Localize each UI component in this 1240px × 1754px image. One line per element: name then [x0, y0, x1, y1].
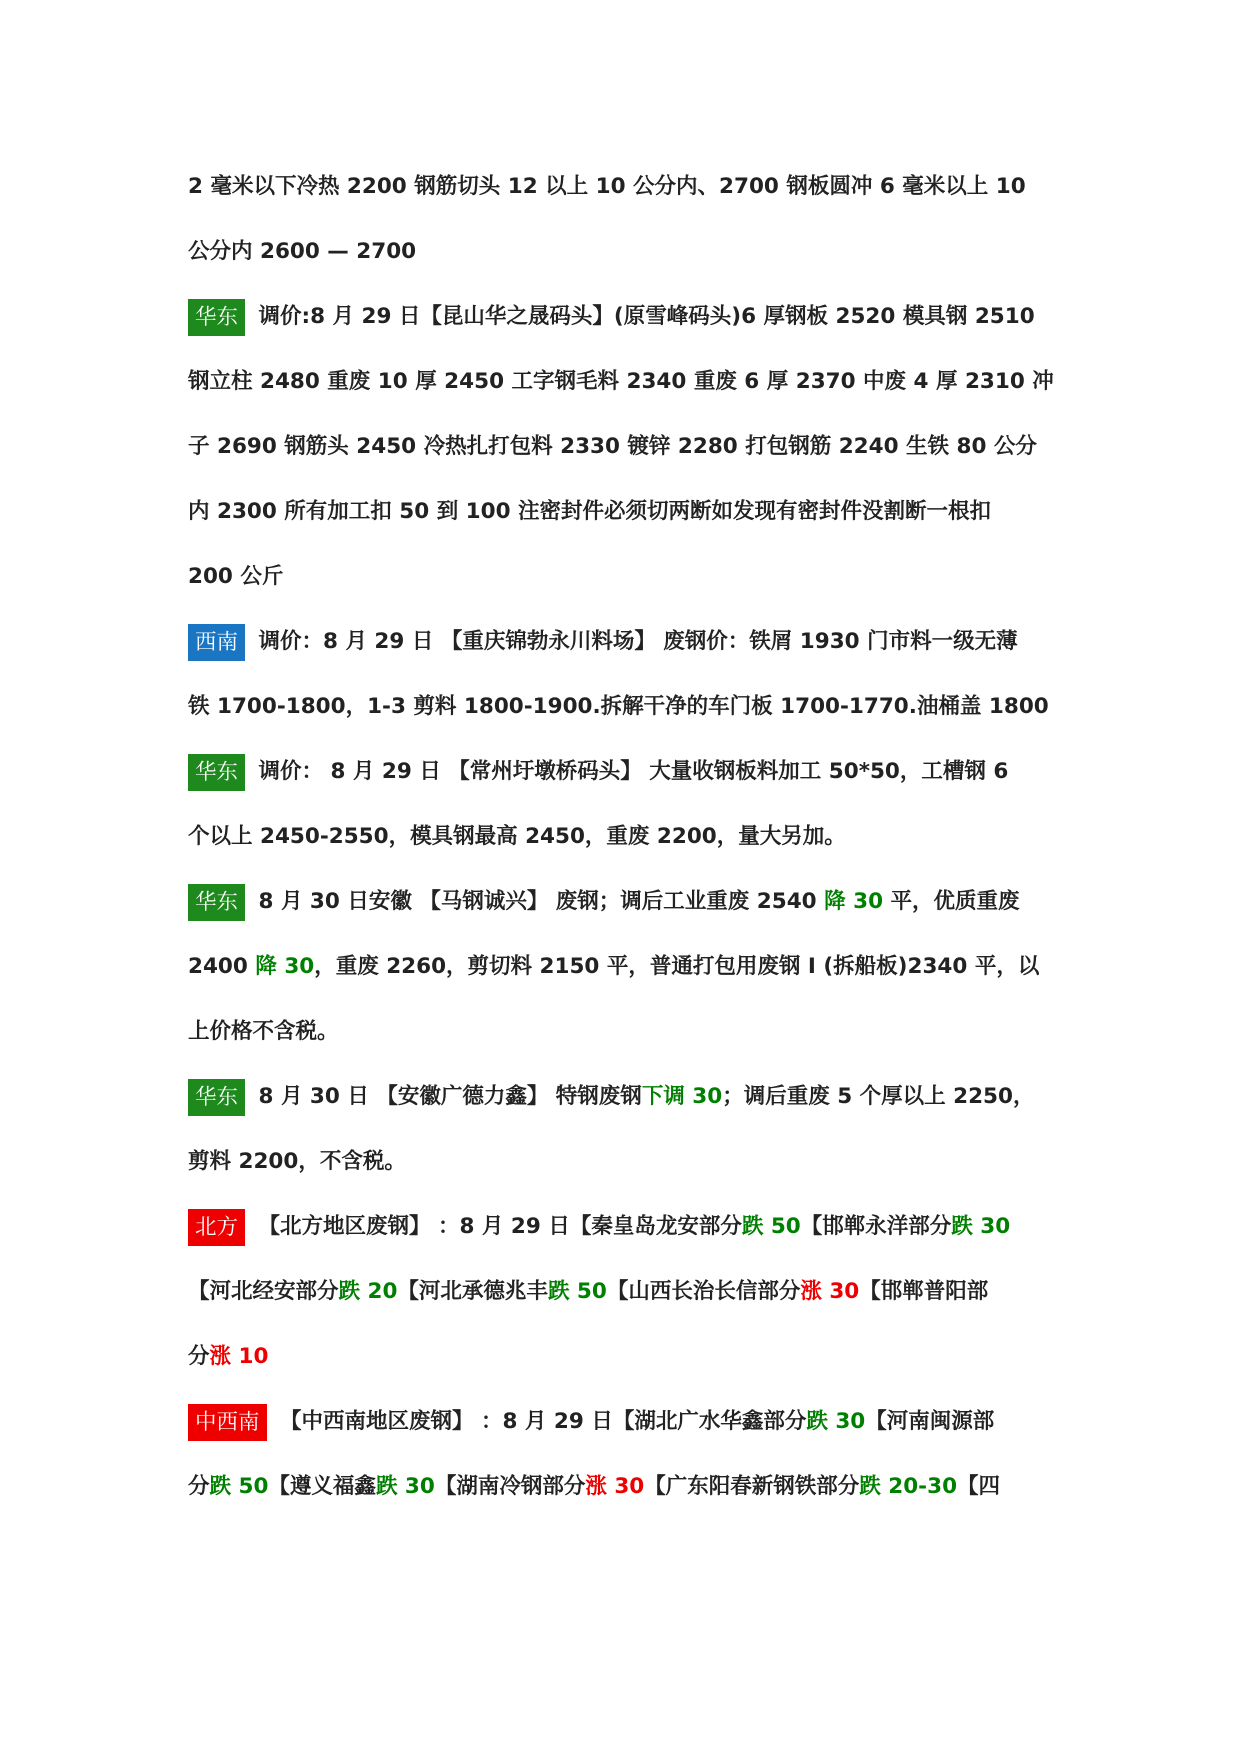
text-run: ；调后重废 5 个厚以上 2250， — [722, 1084, 1035, 1109]
price-change-up: 涨 10 — [209, 1344, 269, 1369]
text-run: 个以上 2450-2550，模具钢最高 2450，重废 2200，量大另加。 — [188, 824, 846, 849]
text-run: 铁 1700-1800，1-3 剪料 1800-1900.拆解干净的车门板 1700-1770.油桶盖 1800 — [188, 694, 1049, 719]
text-line — [188, 739, 1054, 804]
text-line — [188, 1454, 1054, 1519]
text-run: 调价：8 月 29 日 【重庆锦勃永川料场】 废钢价：铁屑 1930 门市料一级无薄 — [251, 629, 1018, 654]
text-run: 上价格不含税。 — [188, 1019, 339, 1044]
text-run: 分 — [188, 1474, 210, 1499]
text-run: 【北方地区废钢】 ：8 月 29 日【秦皇岛龙安部分 — [251, 1214, 742, 1239]
text-run: 【湖南冷钢部分 — [434, 1474, 586, 1499]
region-tag: 华东 — [188, 754, 245, 791]
text-line — [188, 154, 1054, 219]
text-line — [188, 219, 1054, 284]
text-run: 2 毫米以下冷热 2200 钢筋切头 12 以上 10 公分内、2700 钢板圆冲 6 毫米以上 10 — [188, 174, 1026, 199]
text-line — [188, 414, 1054, 479]
text-run: 【广东阳春新钢铁部分 — [644, 1474, 860, 1499]
region-tag: 华东 — [188, 884, 245, 921]
text-run: 【四 — [957, 1474, 1001, 1499]
text-run: 剪料 2200，不含税。 — [188, 1149, 406, 1174]
text-line — [188, 1389, 1054, 1454]
region-tag: 华东 — [188, 1079, 245, 1116]
text-line — [188, 674, 1054, 739]
text-run: ，重废 2260，剪切料 2150 平，普通打包用废钢 I (拆船板)2340 平，以 — [314, 954, 1040, 979]
text-line — [188, 999, 1054, 1064]
text-run: 【遵义福鑫 — [268, 1474, 376, 1499]
text-run: 钢立柱 2480 重废 10 厚 2450 工字钢毛料 2340 重废 6 厚 2370 中废 4 厚 2310 冲 — [188, 369, 1054, 394]
text-line — [188, 1259, 1054, 1324]
text-run: 8 月 30 日安徽 【马钢诚兴】 废钢；调后工业重废 2540 — [251, 889, 825, 914]
region-tag: 北方 — [188, 1209, 245, 1246]
text-run: 【河北承德兆丰 — [397, 1279, 548, 1304]
text-line — [188, 284, 1054, 349]
text-line — [188, 479, 1054, 544]
text-line — [188, 1064, 1054, 1129]
text-line — [188, 934, 1054, 999]
text-run: 2400 — [188, 954, 256, 979]
price-change-down: 跌 50 — [209, 1474, 269, 1499]
text-run: 【河南闽源部 — [865, 1409, 995, 1434]
price-change-down: 下调 30 — [641, 1084, 723, 1109]
text-run: 平，优质重废 — [883, 889, 1020, 914]
text-run: 内 2300 所有加工扣 50 到 100 注密封件必须切两断如发现有密封件没割断一根扣 — [188, 499, 992, 524]
text-line — [188, 1324, 1054, 1389]
price-change-down: 跌 50 — [741, 1214, 801, 1239]
text-run: 【中西南地区废钢】 ：8 月 29 日【湖北广水华鑫部分 — [272, 1409, 807, 1434]
price-change-down: 跌 20-30 — [859, 1474, 958, 1499]
text-line — [188, 869, 1054, 934]
text-run: 分 — [188, 1344, 210, 1369]
price-change-down: 跌 30 — [375, 1474, 435, 1499]
text-line — [188, 804, 1054, 869]
text-run: 调价： 8 月 29 日 【常州圩墩桥码头】 大量收钢板料加工 50*50，工槽钢 6 — [251, 759, 1009, 784]
price-change-down: 跌 30 — [951, 1214, 1011, 1239]
price-change-down: 降 30 — [824, 889, 884, 914]
price-change-up: 涨 30 — [585, 1474, 645, 1499]
region-tag: 中西南 — [188, 1404, 267, 1441]
text-line — [188, 1194, 1054, 1259]
text-run: 调价:8 月 29 日【昆山华之晟码头】(原雪峰码头)6 厚钢板 2520 模具钢 2510 — [251, 304, 1035, 329]
text-run: 【河北经安部分 — [188, 1279, 339, 1304]
region-tag: 西南 — [188, 624, 245, 661]
text-run: 子 2690 钢筋头 2450 冷热扎打包料 2330 镀锌 2280 打包钢筋 2240 生铁 80 公分 — [188, 434, 1037, 459]
text-run: 【山西长治长信部分 — [606, 1279, 801, 1304]
text-run: 公分内 2600 — 2700 — [188, 239, 417, 264]
document-body — [188, 154, 1054, 1519]
price-change-up: 涨 30 — [800, 1279, 860, 1304]
text-line — [188, 544, 1054, 609]
text-line — [188, 349, 1054, 414]
text-run: 200 公斤 — [188, 564, 284, 589]
text-line — [188, 609, 1054, 674]
price-change-down: 跌 20 — [338, 1279, 398, 1304]
text-run: 【邯郸永洋部分 — [800, 1214, 952, 1239]
price-change-down: 跌 50 — [547, 1279, 607, 1304]
price-change-down: 跌 30 — [806, 1409, 866, 1434]
price-change-down: 降 30 — [255, 954, 315, 979]
region-tag: 华东 — [188, 299, 245, 336]
text-run: 8 月 30 日 【安徽广德力鑫】 特钢废钢 — [251, 1084, 642, 1109]
text-line — [188, 1129, 1054, 1194]
text-run: 【邯郸普阳部 — [859, 1279, 989, 1304]
